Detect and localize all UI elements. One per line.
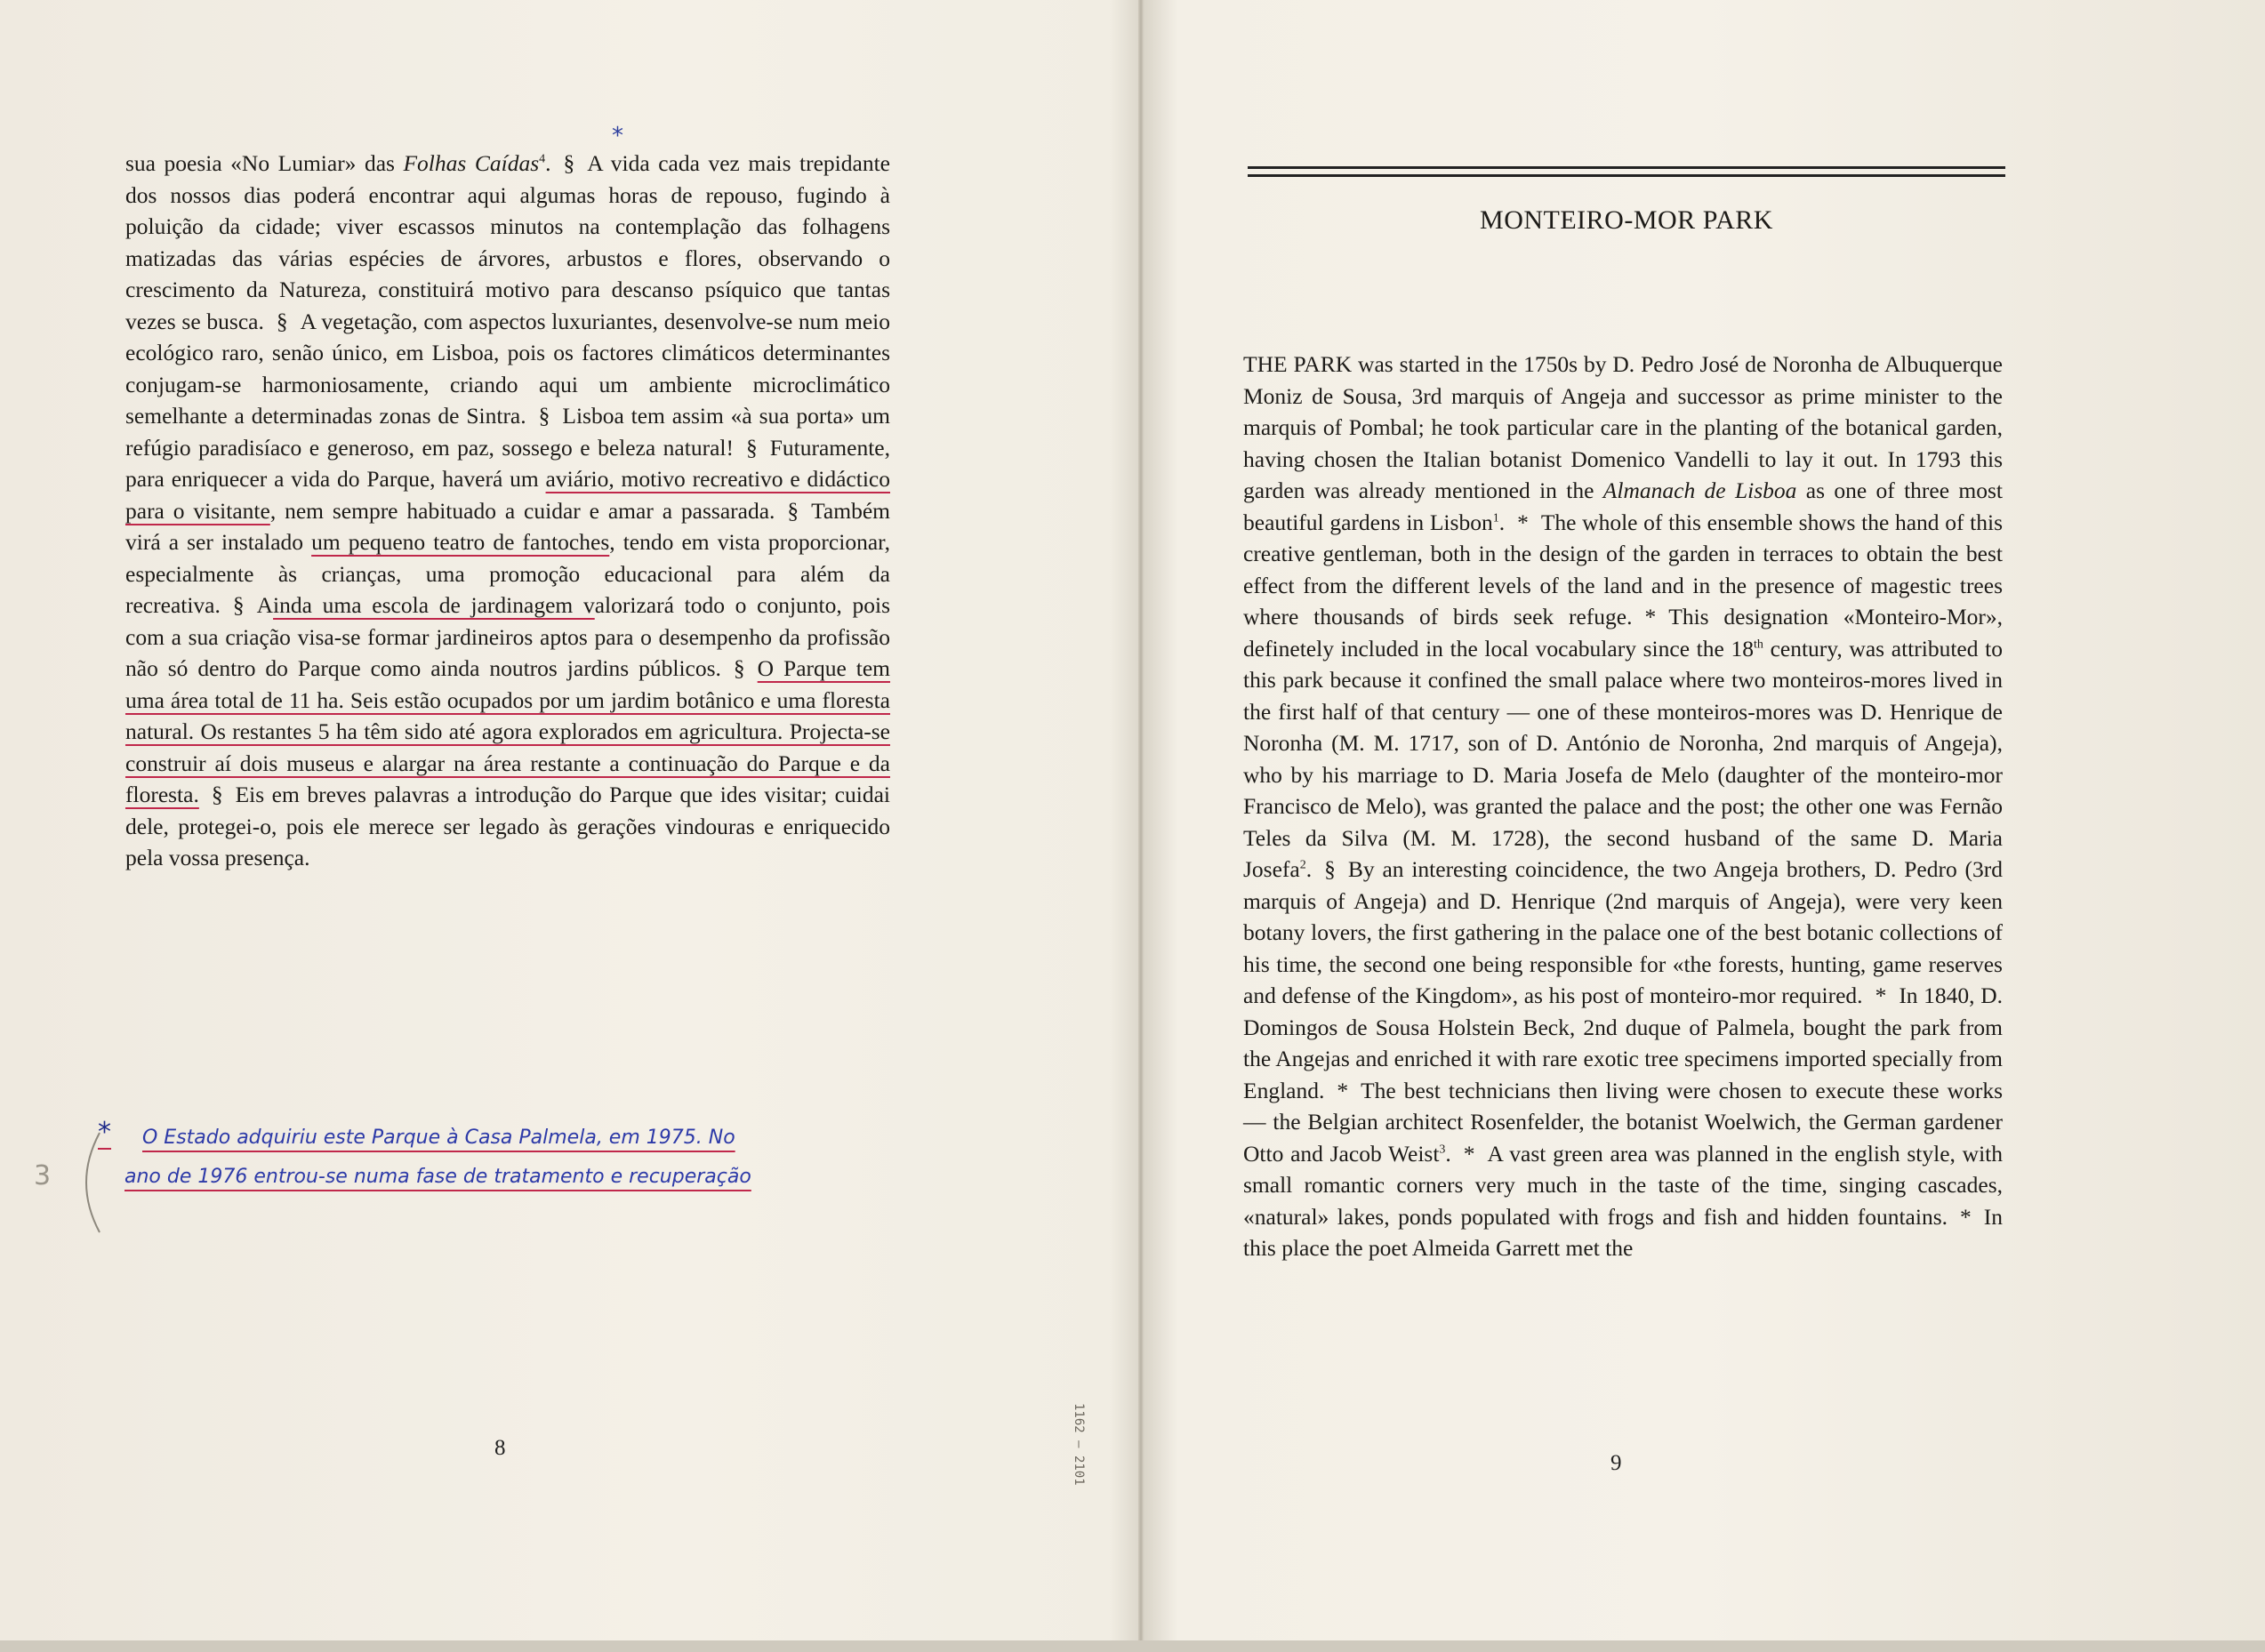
star-separator: *: [1875, 982, 1887, 1008]
left-page: [0, 0, 1138, 1640]
star-annotation: *: [98, 1117, 111, 1148]
star-separator: *: [1960, 1203, 1972, 1230]
section-mark: §: [733, 655, 745, 681]
spine-stamp: 1162 – 2101: [1072, 1403, 1086, 1486]
section-mark: §: [1324, 856, 1336, 882]
underlined-phrase: um pequeno teatro de fantoches: [311, 529, 610, 555]
footnote-ref: 4: [539, 152, 546, 166]
section-mark: §: [563, 150, 575, 176]
underlined-phrase: inda uma escola de jardinagem v: [273, 592, 595, 618]
page-number: 9: [1610, 1451, 1622, 1475]
handwritten-line: O Estado adquiriu este Parque à Casa Palmela, em 1975. No: [142, 1127, 735, 1149]
right-paragraph: THE PARK was started in the 1750s by D. Pedro José de Noronha de Albuquerque Moniz de Sousa, 3rd marquis of Angeja and successor as prime minister to the marquis of Pombal; he took particular care in the planting of the botanical garden, having chosen the Italian botanist Domenico Vandelli to lay it out. In 1793 this garden was already mentioned in the Almanach de Lisboa as one of three most beautiful gardens in Lisbon$^1$. * The whole of this ensemble shows the hand of this creative gentleman, both in the design of the garden in terraces to obtain the best effect from the different levels of the land and in the presence of magestic trees where thousands of birds seek refuge. * This designation «Monteiro-Mor», definetely included in the local vocabulary since the 18th century, was attributed to this park because it confined the small palace where two monteiros-mores lived in the first half of that century — one of these monteiros-mores was D. Henrique de Noronha (M. M. 1717, son of D. António de Noronha, 2nd marquis of Angeja), who by his marriage to D. Maria Josefa de Melo (daughter of the monteiro-mor Francisco de Melo), was granted the palace and the post; the other one was Fernão Teles da Silva (M. M. 1728), the second husband of the same D. Maria Josefa$^2$. § By an interesting coincidence, the two Angeja brothers, D. Pedro (3rd marquis of Angeja) and D. Henrique (2nd marquis of Angeja), were very keen botany lovers, the first gathering in the palace one of the best botanic collections of his time, the second one being responsible for «the forests, hunting, game reserves and defense of the Kingdom», as his post of monteiro-mor required. * In 1840, D. Domingos de Sousa Holstein Beck, 2nd duque of Palmela, bought the park from the Angejas and enriched it with rare exotic tree specimens imported specially from England. * The best technicians then living were chosen to execute these works — the Belgian architect Rosenfelder, the botanist Woelwich, the German gardener Otto and Jacob Weist$^3$. * A vast green area was planned in the english style, with small romantic corners very much in the taste of the time, singing cascades, «natural» lakes, ponds populated with frogs and fish and hidden fountains. * In this place the poet Almeida Garrett met the: [1243, 351, 2004, 1261]
footnote-ref: 1: [1492, 511, 1499, 525]
italic-title: Folhas Caídas: [403, 150, 540, 176]
page-title: MONTEIRO-MOR PARK: [1480, 205, 1773, 235]
underlined-phrase: O Parque tem uma área total de 11 ha. Seis estão ocupados por um jardim botânico e uma floresta natural. Os restantes 5 ha têm sido até agora explorados em agricultura. Projecta-se construir aí dois museus e alargar na área restante a continuação do Parque e da floresta.: [125, 655, 891, 807]
handwritten-note: [98, 1117, 925, 1197]
underlined-phrase: aviário, motivo recreativo e didáctico para o visitante: [125, 466, 890, 524]
star-separator: *: [1463, 1140, 1475, 1167]
italic-title: Almanach de Lisboa: [1602, 477, 1797, 503]
section-mark: §: [232, 592, 245, 618]
left-paragraph: sua poesia «No Lumiar» das Folhas Caídas$^4$. § A vida cada vez mais trepidante dos nossos dias poderá encontrar aqui algumas horas de repouso, fugindo à poluição da cidade; viver escassos minutos na contemplação das folhagens matizadas das várias espécies de árvores, arbustos e flores, observando o crescimento da Natureza, constituirá motivo para descanso psíquico que tantas vezes se busca. § A vegetação, com aspectos luxuriantes, desenvolve-se num meio ecológico raro, senão único, em Lisboa, pois os factores climáticos determinantes conjugam-se harmoniosamente, criando aqui um ambiente microclimático semelhante a determinadas zonas de Sintra. § Lisboa tem assim «à sua porta» um refúgio paradisíaco e generoso, em paz, sossego e beleza natural! § Futuramente, para enriquecer a vida do Parque, haverá um aviário, motivo recreativo e didáctico para o visitante, nem sempre habituado a cuidar e amar a passarada. § Também virá a ser instalado um pequeno teatro de fantoches, tendo em vista proporcionar, especialmente às crianças, uma promoção educacional para além da recreativa. § Ainda uma escola de jardinagem valorizará todo o conjunto, pois com a sua criação visa-se formar jardineiros aptos para o desempenho da profissão não só dentro do Parque como ainda noutros jardins públicos. § O Parque tem uma área total de 11 ha. Seis estão ocupados por um jardim botânico e uma floresta natural. Os restantes 5 ha têm sido até agora explorados em agricultura. Projecta-se construir aí dois museus e alargar na área restante a continuação do Parque e da floresta. § Eis em breves palavras a introdução do Parque que ides visitar; cuidai dele, protegei-o, pois ele merece ser legado às gerações vindouras e enriquecido pela vossa presença.: [125, 150, 891, 870]
asterisk-annotation: *: [612, 123, 623, 149]
footnote-ref: 2: [1299, 858, 1306, 872]
left-page-body: [125, 148, 890, 874]
section-mark: §: [276, 308, 288, 334]
section-mark: §: [211, 782, 223, 807]
right-page-body: [1243, 349, 2003, 1264]
star-separator: *: [1517, 509, 1529, 535]
title-rule: [1248, 166, 2005, 169]
margin-pencil-mark: 3: [34, 1160, 52, 1191]
section-mark: §: [745, 434, 758, 461]
page-number: 8: [494, 1436, 506, 1460]
handwritten-line: ano de 1976 entrou-se numa fase de tratamento e recuperação: [124, 1166, 751, 1188]
star-separator: *: [1337, 1077, 1349, 1103]
title-rule: [1248, 174, 2005, 177]
section-mark: §: [538, 403, 550, 429]
section-mark: §: [787, 497, 799, 524]
footnote-ref: 3: [1439, 1143, 1446, 1156]
star-separator: *: [1644, 604, 1657, 630]
scan-background: [0, 1640, 2265, 1652]
